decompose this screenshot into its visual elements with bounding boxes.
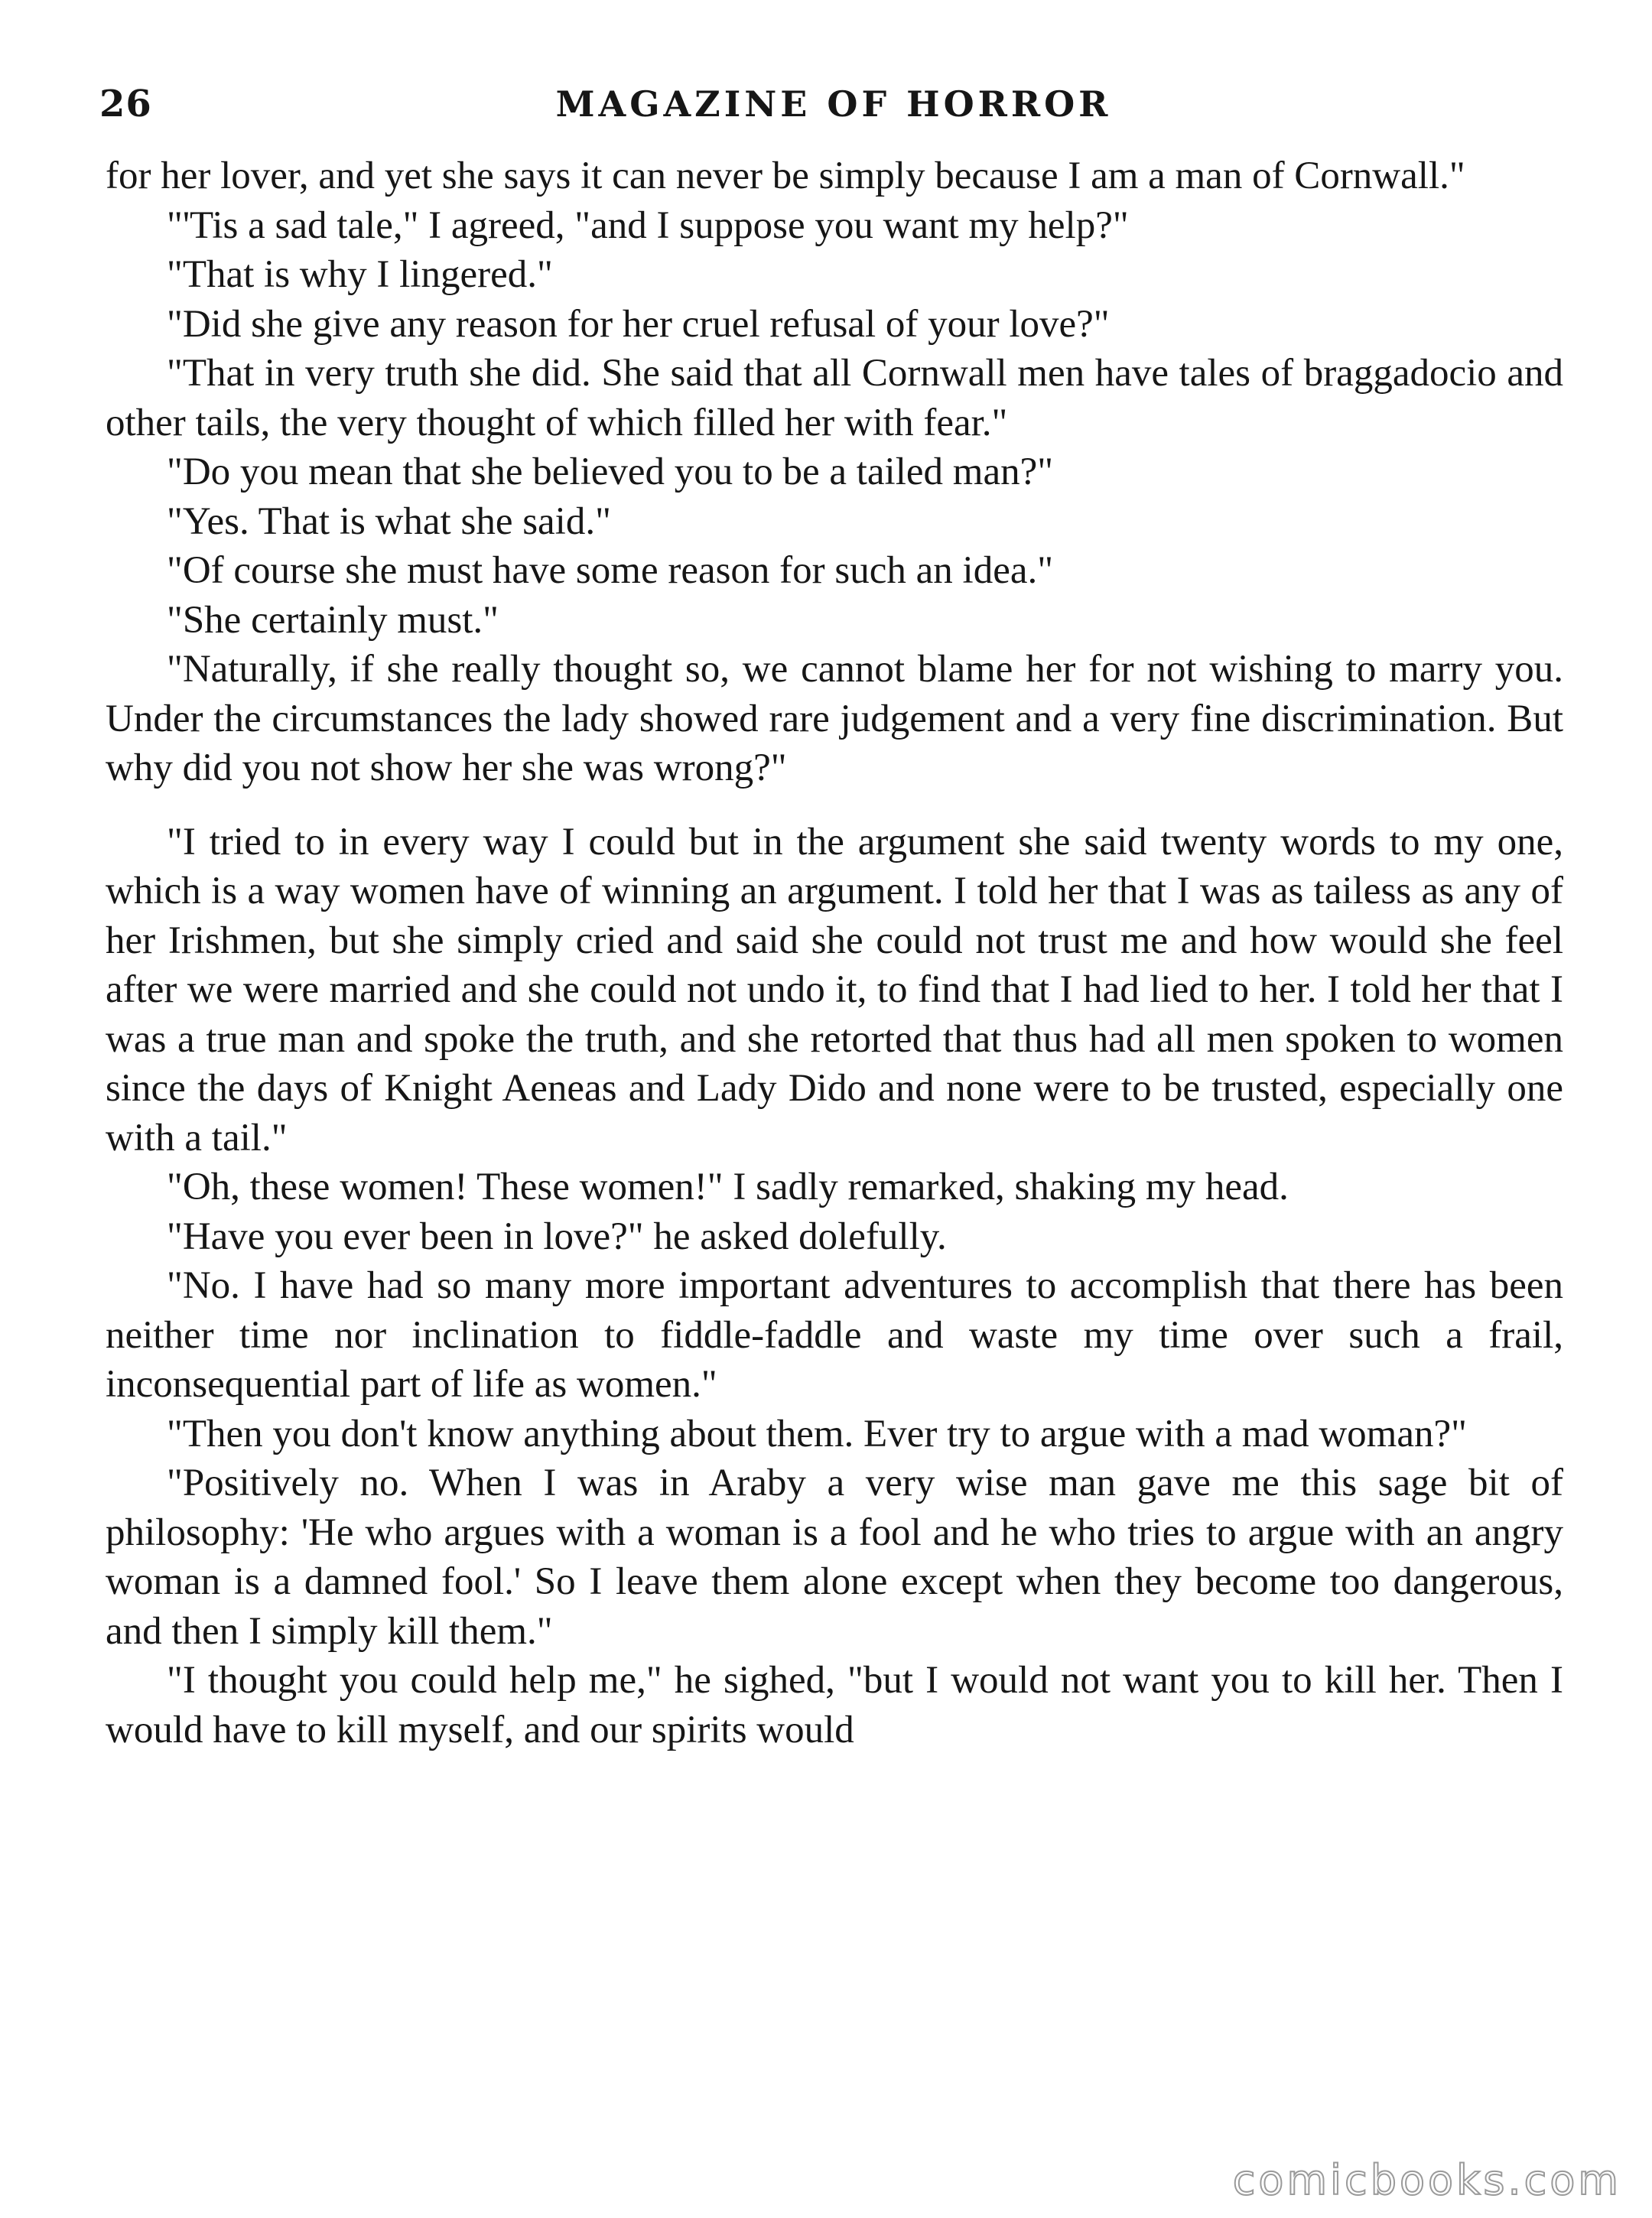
paragraph: "Yes. That is what she said." — [167, 499, 611, 543]
paragraph: "Naturally, if she really thought so, we cannot blame her for not wishing to marry you. Under the circumstances the lady showed rare judgement and a very fine discrimination. But why did you not show her she was wrong?" — [106, 648, 1563, 789]
paragraph: "Oh, these women! These women!" I sadly remarked, shaking my head. — [167, 1166, 1289, 1208]
paragraph: "Did she give any reason for her cruel refusal of your love?" — [167, 302, 1110, 346]
paragraph: "Do you mean that she believed you to be a tailed man?" — [167, 450, 1054, 493]
paragraph: "Of course she must have some reason for such an idea." — [167, 549, 1054, 592]
paragraph: "She certainly must." — [167, 598, 499, 642]
paragraph: for her lover, and yet she says it can never be simply because I am a man of Cornwall." — [106, 154, 1465, 197]
watermark: comicbooks.com — [1232, 2156, 1621, 2204]
paragraph: "Positively no. When I was in Araby a very wise man gave me this sage bit of philosophy: 'He who argues with a woman is a fool and he who tries to argue with an angry woman is a damned fool.' So I leave them alone except when they become too dangerous, and then I simply kill them." — [106, 1462, 1563, 1653]
paragraph: "Have you ever been in love?" he asked dolefully. — [167, 1215, 947, 1258]
paragraph: "That is why I lingered." — [167, 253, 553, 296]
story-text — [106, 151, 1563, 1755]
running-title: MAGAZINE OF HORROR — [555, 83, 1112, 125]
paragraph: "Then you don't know anything about them. Ever try to argue with a mad woman?" — [167, 1412, 1467, 1455]
paragraph: "'Tis a sad tale," I agreed, "and I suppose you want my help?" — [167, 203, 1129, 247]
paragraph: "No. I have had so many more important adventures to accomplish that there has been neither time nor inclination to fiddle-faddle and waste my time over such a frail, inconsequential part of life as women." — [106, 1264, 1563, 1406]
paragraph: "I thought you could help me," he sighed, "but I would not want you to kill her. Then I would have to kill myself, and our spirits would — [106, 1659, 1563, 1751]
paragraph: "That in very truth she did. She said that all Cornwall men have tales of braggadocio and other tails, the very thought of which filled her with fear." — [106, 352, 1563, 444]
page-number: 26 — [99, 83, 152, 125]
page-header — [99, 73, 1568, 135]
paragraph: "I tried to in every way I could but in the argument she said twenty words to my one, which is a way women have of winning an argument. I told her that I was as tailess as any of her Irishmen, but she simply cried and said she could not trust me and how would she feel after we were married and she could not undo it, to find that I had lied to her. I told her that I was a true man and spoke the truth, and she retorted that thus had all men spoken to women since the days of Knight Aeneas and Lady Dido and none were to be trusted, especially one with a tail." — [106, 820, 1563, 1159]
